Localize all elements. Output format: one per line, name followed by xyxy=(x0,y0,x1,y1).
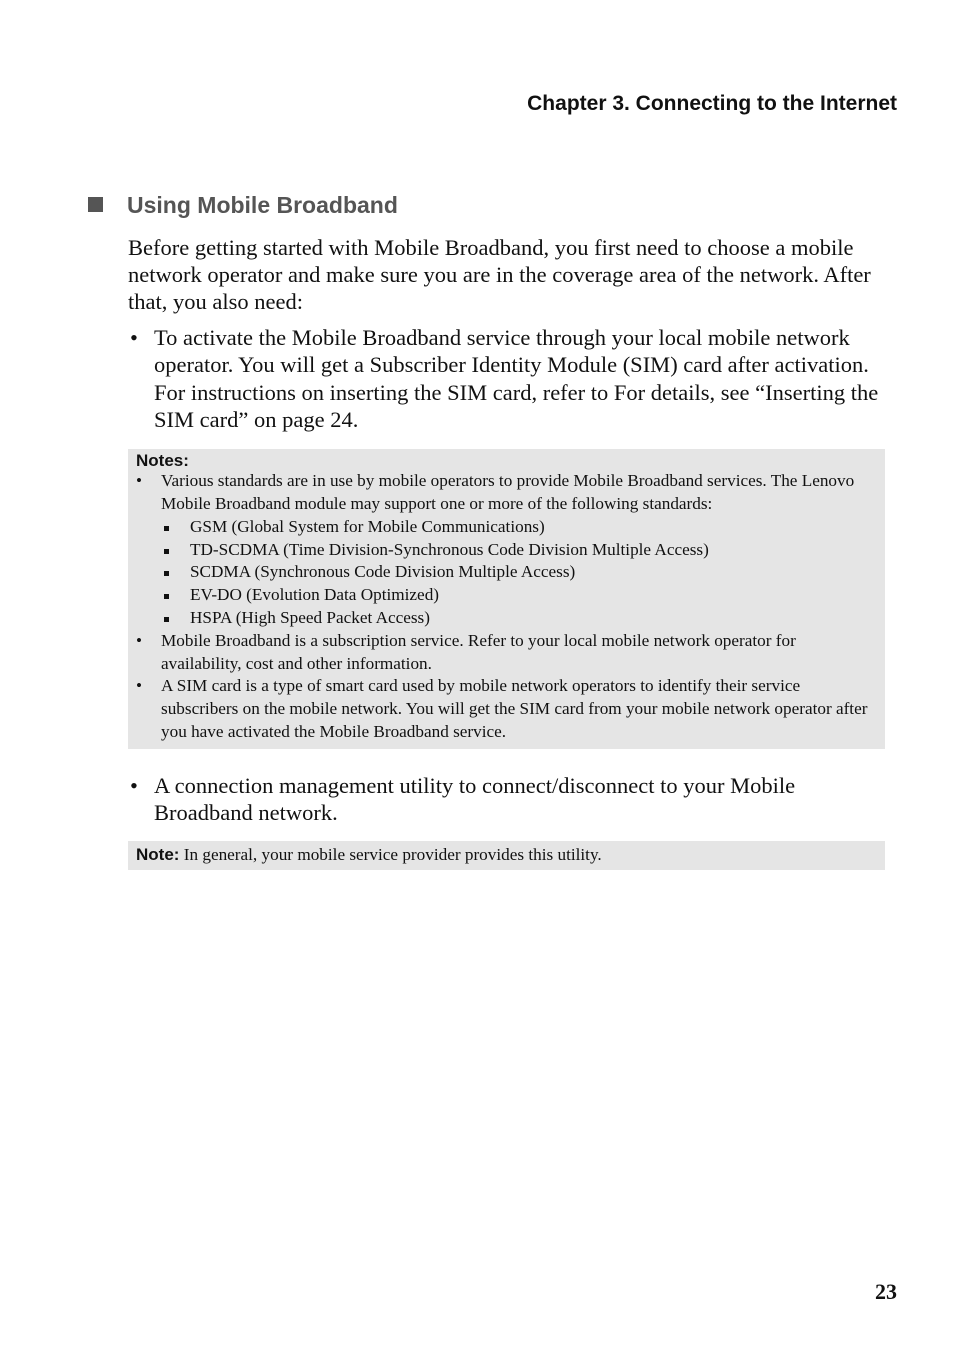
notes-title: Notes: xyxy=(136,451,189,471)
note-box xyxy=(128,841,885,870)
bullet-dot-icon: • xyxy=(130,772,138,798)
standard-text: GSM (Global System for Mobile Communications) xyxy=(190,516,545,536)
bullet-text: A connection management utility to connect/disconnect to your Mobile Broadband network. xyxy=(154,772,796,826)
intro-paragraph: Before getting started with Mobile Broadband, you first need to choose a mobile network operator and make sure you are in the coverage area of the network. After that, you also need: xyxy=(128,235,871,314)
standard-item xyxy=(136,584,877,607)
standard-text: SCDMA (Synchronous Code Division Multiple Access) xyxy=(190,562,576,582)
small-square-bullet-icon xyxy=(164,526,169,531)
small-square-bullet-icon xyxy=(164,617,169,622)
bullet-connection-utility xyxy=(128,772,885,827)
note-item-text: Mobile Broadband is a subscription service. Refer to your local mobile network operator for availability, cost and other information. xyxy=(161,630,796,673)
note-item-text: A SIM card is a type of smart card used by mobile network operators to identify their service subscribers on the mobile network. You will get the SIM card from your mobile network operator after you have activated the Mobile Broadband service. xyxy=(161,676,868,741)
bullet-dot-icon: • xyxy=(136,471,143,491)
standards-list xyxy=(136,516,877,630)
section-heading-text: Using Mobile Broadband xyxy=(127,192,398,218)
note-item-standards xyxy=(136,470,877,516)
bullet-text: To activate the Mobile Broadband service through your local mobile network operator. You will get a Subscriber Identity Module (SIM) card after activation. For instructions on inserting the SIM card, refer to For details, see “Inserting the SIM card” on page 24. xyxy=(154,325,879,432)
standard-item xyxy=(136,607,877,630)
square-bullet-icon xyxy=(88,197,103,212)
standard-text: TD-SCDMA (Time Division-Synchronous Code Division Multiple Access) xyxy=(190,539,709,559)
note-label: Note: xyxy=(136,845,180,865)
note-text: In general, your mobile service provider provides this utility. xyxy=(183,845,602,865)
section-content xyxy=(128,234,885,870)
note-item-text: Various standards are in use by mobile operators to provide Mobile Broadband services. The Lenovo Mobile Broadband module may support one or more of the following standards: xyxy=(161,471,855,513)
bullet-activate-service xyxy=(128,324,885,433)
bullet-dot-icon: • xyxy=(130,325,138,350)
note-item-sim-card xyxy=(136,675,877,743)
section-heading xyxy=(88,192,398,219)
standard-item xyxy=(136,539,877,562)
notes-box xyxy=(128,449,885,749)
standard-text: EV-DO (Evolution Data Optimized) xyxy=(190,585,440,605)
standard-item xyxy=(136,516,877,539)
small-square-bullet-icon xyxy=(164,594,169,599)
bullet-dot-icon: • xyxy=(136,630,143,650)
standard-item xyxy=(136,561,877,584)
standard-text: HSPA (High Speed Packet Access) xyxy=(190,607,430,627)
small-square-bullet-icon xyxy=(164,549,169,554)
page-number: 23 xyxy=(875,1279,897,1304)
bullet-dot-icon: • xyxy=(136,676,143,696)
chapter-title: Chapter 3. Connecting to the Internet xyxy=(527,92,897,115)
small-square-bullet-icon xyxy=(164,571,169,576)
note-item-subscription xyxy=(136,630,877,676)
